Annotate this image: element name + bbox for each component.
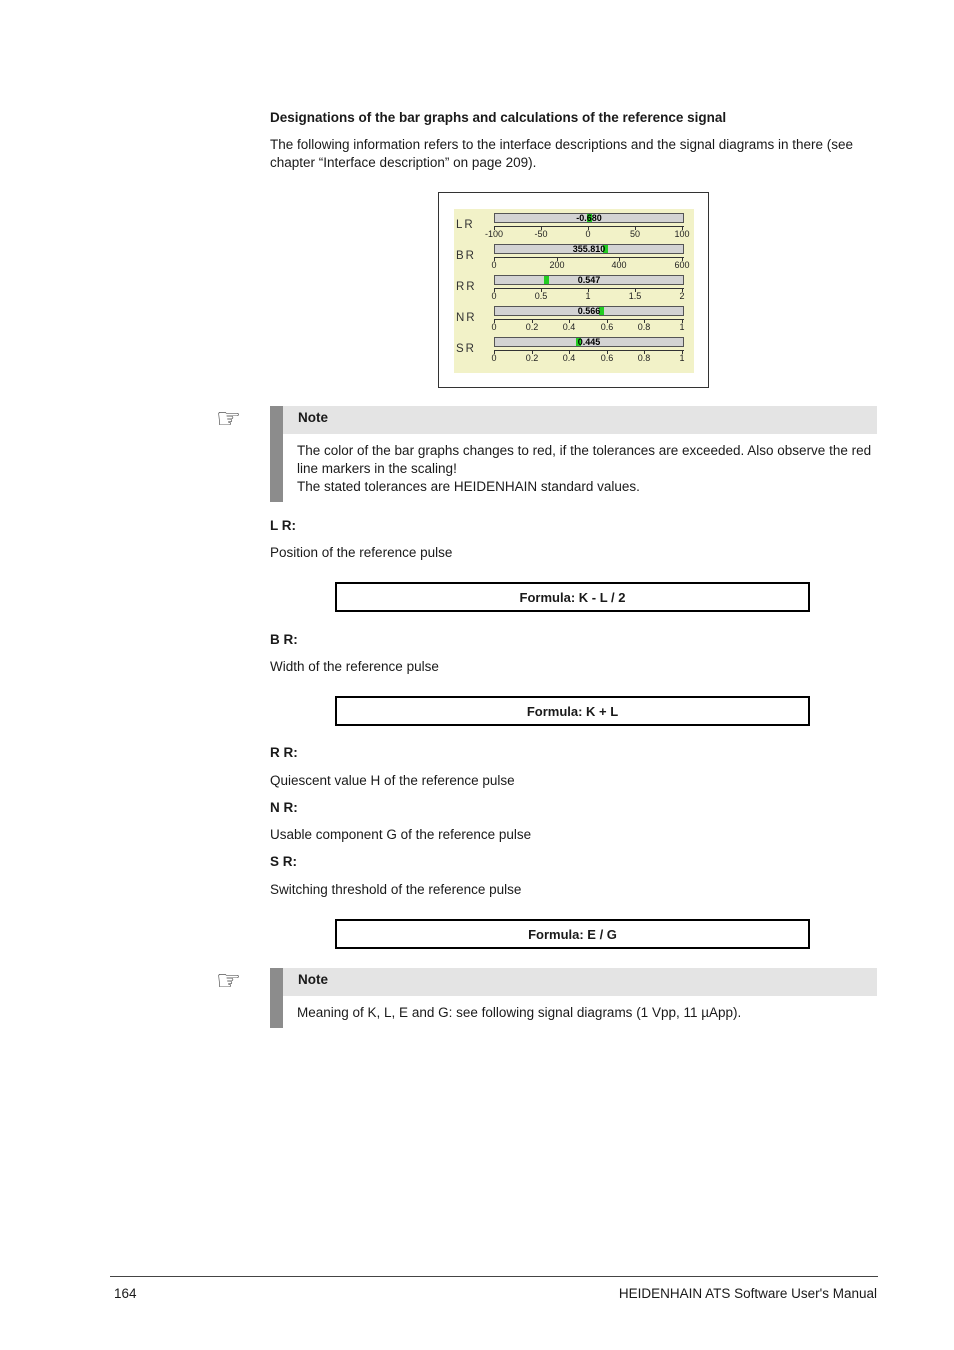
note-bar: [270, 968, 283, 1028]
note-text: The color of the bar graphs changes to red, if the tolerances are exceeded. Also observe the red line markers in the scaling!: [297, 443, 872, 476]
tick-label: 0: [585, 229, 591, 239]
nr-title: N R:: [270, 800, 298, 815]
br-description: Width of the reference pulse: [270, 659, 439, 674]
tick-label: 0.6: [600, 353, 614, 363]
tick-label: 50: [629, 229, 641, 239]
bar-graph-nr: [494, 306, 684, 316]
bar-graph-br: [494, 244, 684, 254]
tick-label: 0: [491, 291, 497, 301]
bar-value: 355.810: [572, 244, 606, 254]
tick-label: 0: [491, 322, 497, 332]
nr-description: Usable component G of the reference pulse: [270, 827, 532, 842]
bar-graph-sr: [494, 337, 684, 347]
bar-value: 0.445: [577, 337, 601, 347]
intro-paragraph: The following information refers to the interface descriptions and the signal diagrams in there (see chapter “Interface description” on page 209).: [270, 137, 854, 170]
bar-axis: [494, 226, 684, 227]
tick-label: 0: [491, 353, 497, 363]
bar-label-rr: RR: [456, 281, 477, 293]
tick-label: 1: [585, 291, 591, 301]
sr-formula: Formula: E / G: [335, 919, 810, 949]
tick-label: 0.8: [637, 322, 651, 332]
pointing-hand-icon: ☞: [216, 965, 242, 996]
lr-formula: Formula: K - L / 2: [335, 582, 810, 612]
bar-axis: [494, 350, 684, 351]
bar-axis: [494, 319, 684, 320]
tick-label: 1: [679, 322, 685, 332]
tick-label: -50: [534, 229, 548, 239]
bar-value: -0.680: [576, 213, 602, 223]
bar-value: 0.547: [577, 275, 601, 285]
tick-label: 0.2: [525, 322, 539, 332]
bar-label-sr: SR: [456, 343, 476, 355]
lr-title: L R:: [270, 518, 296, 533]
bar-graphs-figure: [438, 192, 709, 388]
manual-title: HEIDENHAIN ATS Software User's Manual: [618, 1286, 877, 1301]
tick-label: 0.6: [600, 322, 614, 332]
tick-label: 2: [679, 291, 685, 301]
sr-title: S R:: [270, 854, 297, 869]
tick-label: 0: [491, 260, 497, 270]
tick-label: 100: [674, 229, 690, 239]
pointing-hand-icon: ☞: [216, 403, 242, 434]
lr-description: Position of the reference pulse: [270, 545, 453, 560]
tick-label: 0.4: [562, 322, 576, 332]
bar-graph-rr: [494, 275, 684, 285]
bar-graph-lr: [494, 213, 684, 223]
note-header: [283, 406, 877, 434]
bar-label-nr: NR: [456, 312, 477, 324]
rr-title: R R:: [270, 745, 298, 760]
tick-label: 1: [679, 353, 685, 363]
page-number: 164: [114, 1286, 137, 1301]
footer-rule: [110, 1276, 878, 1277]
br-formula: Formula: K + L: [335, 696, 810, 726]
tick-label: 200: [549, 260, 565, 270]
bar-label-br: BR: [456, 250, 476, 262]
section-heading: Designations of the bar graphs and calculations of the reference signal: [270, 110, 727, 125]
tick-label: 0.5: [534, 291, 548, 301]
tick-label: -100: [484, 229, 504, 239]
note-text: Meaning of K, L, E and G: see following signal diagrams (1 Vpp, 11 µApp).: [297, 1005, 742, 1020]
bar-axis: [494, 257, 684, 258]
tick-label: 600: [674, 260, 690, 270]
tick-label: 1.5: [628, 291, 642, 301]
note-title: Note: [298, 972, 328, 987]
note-text-2: The stated tolerances are HEIDENHAIN standard values.: [297, 479, 640, 494]
note-header: [283, 968, 877, 996]
rr-description: Quiescent value H of the reference pulse: [270, 773, 515, 788]
note-bar: [270, 406, 283, 502]
tick-label: 0.8: [637, 353, 651, 363]
bar-axis: [494, 288, 684, 289]
bar-label-lr: LR: [456, 219, 475, 231]
br-title: B R:: [270, 632, 298, 647]
tick-label: 0.4: [562, 353, 576, 363]
bar-value: 0.566: [577, 306, 601, 316]
note-title: Note: [298, 410, 328, 425]
bar-graphs-panel: [454, 209, 694, 373]
tick-label: 0.2: [525, 353, 539, 363]
tick-label: 400: [611, 260, 627, 270]
sr-description: Switching threshold of the reference pulse: [270, 882, 522, 897]
